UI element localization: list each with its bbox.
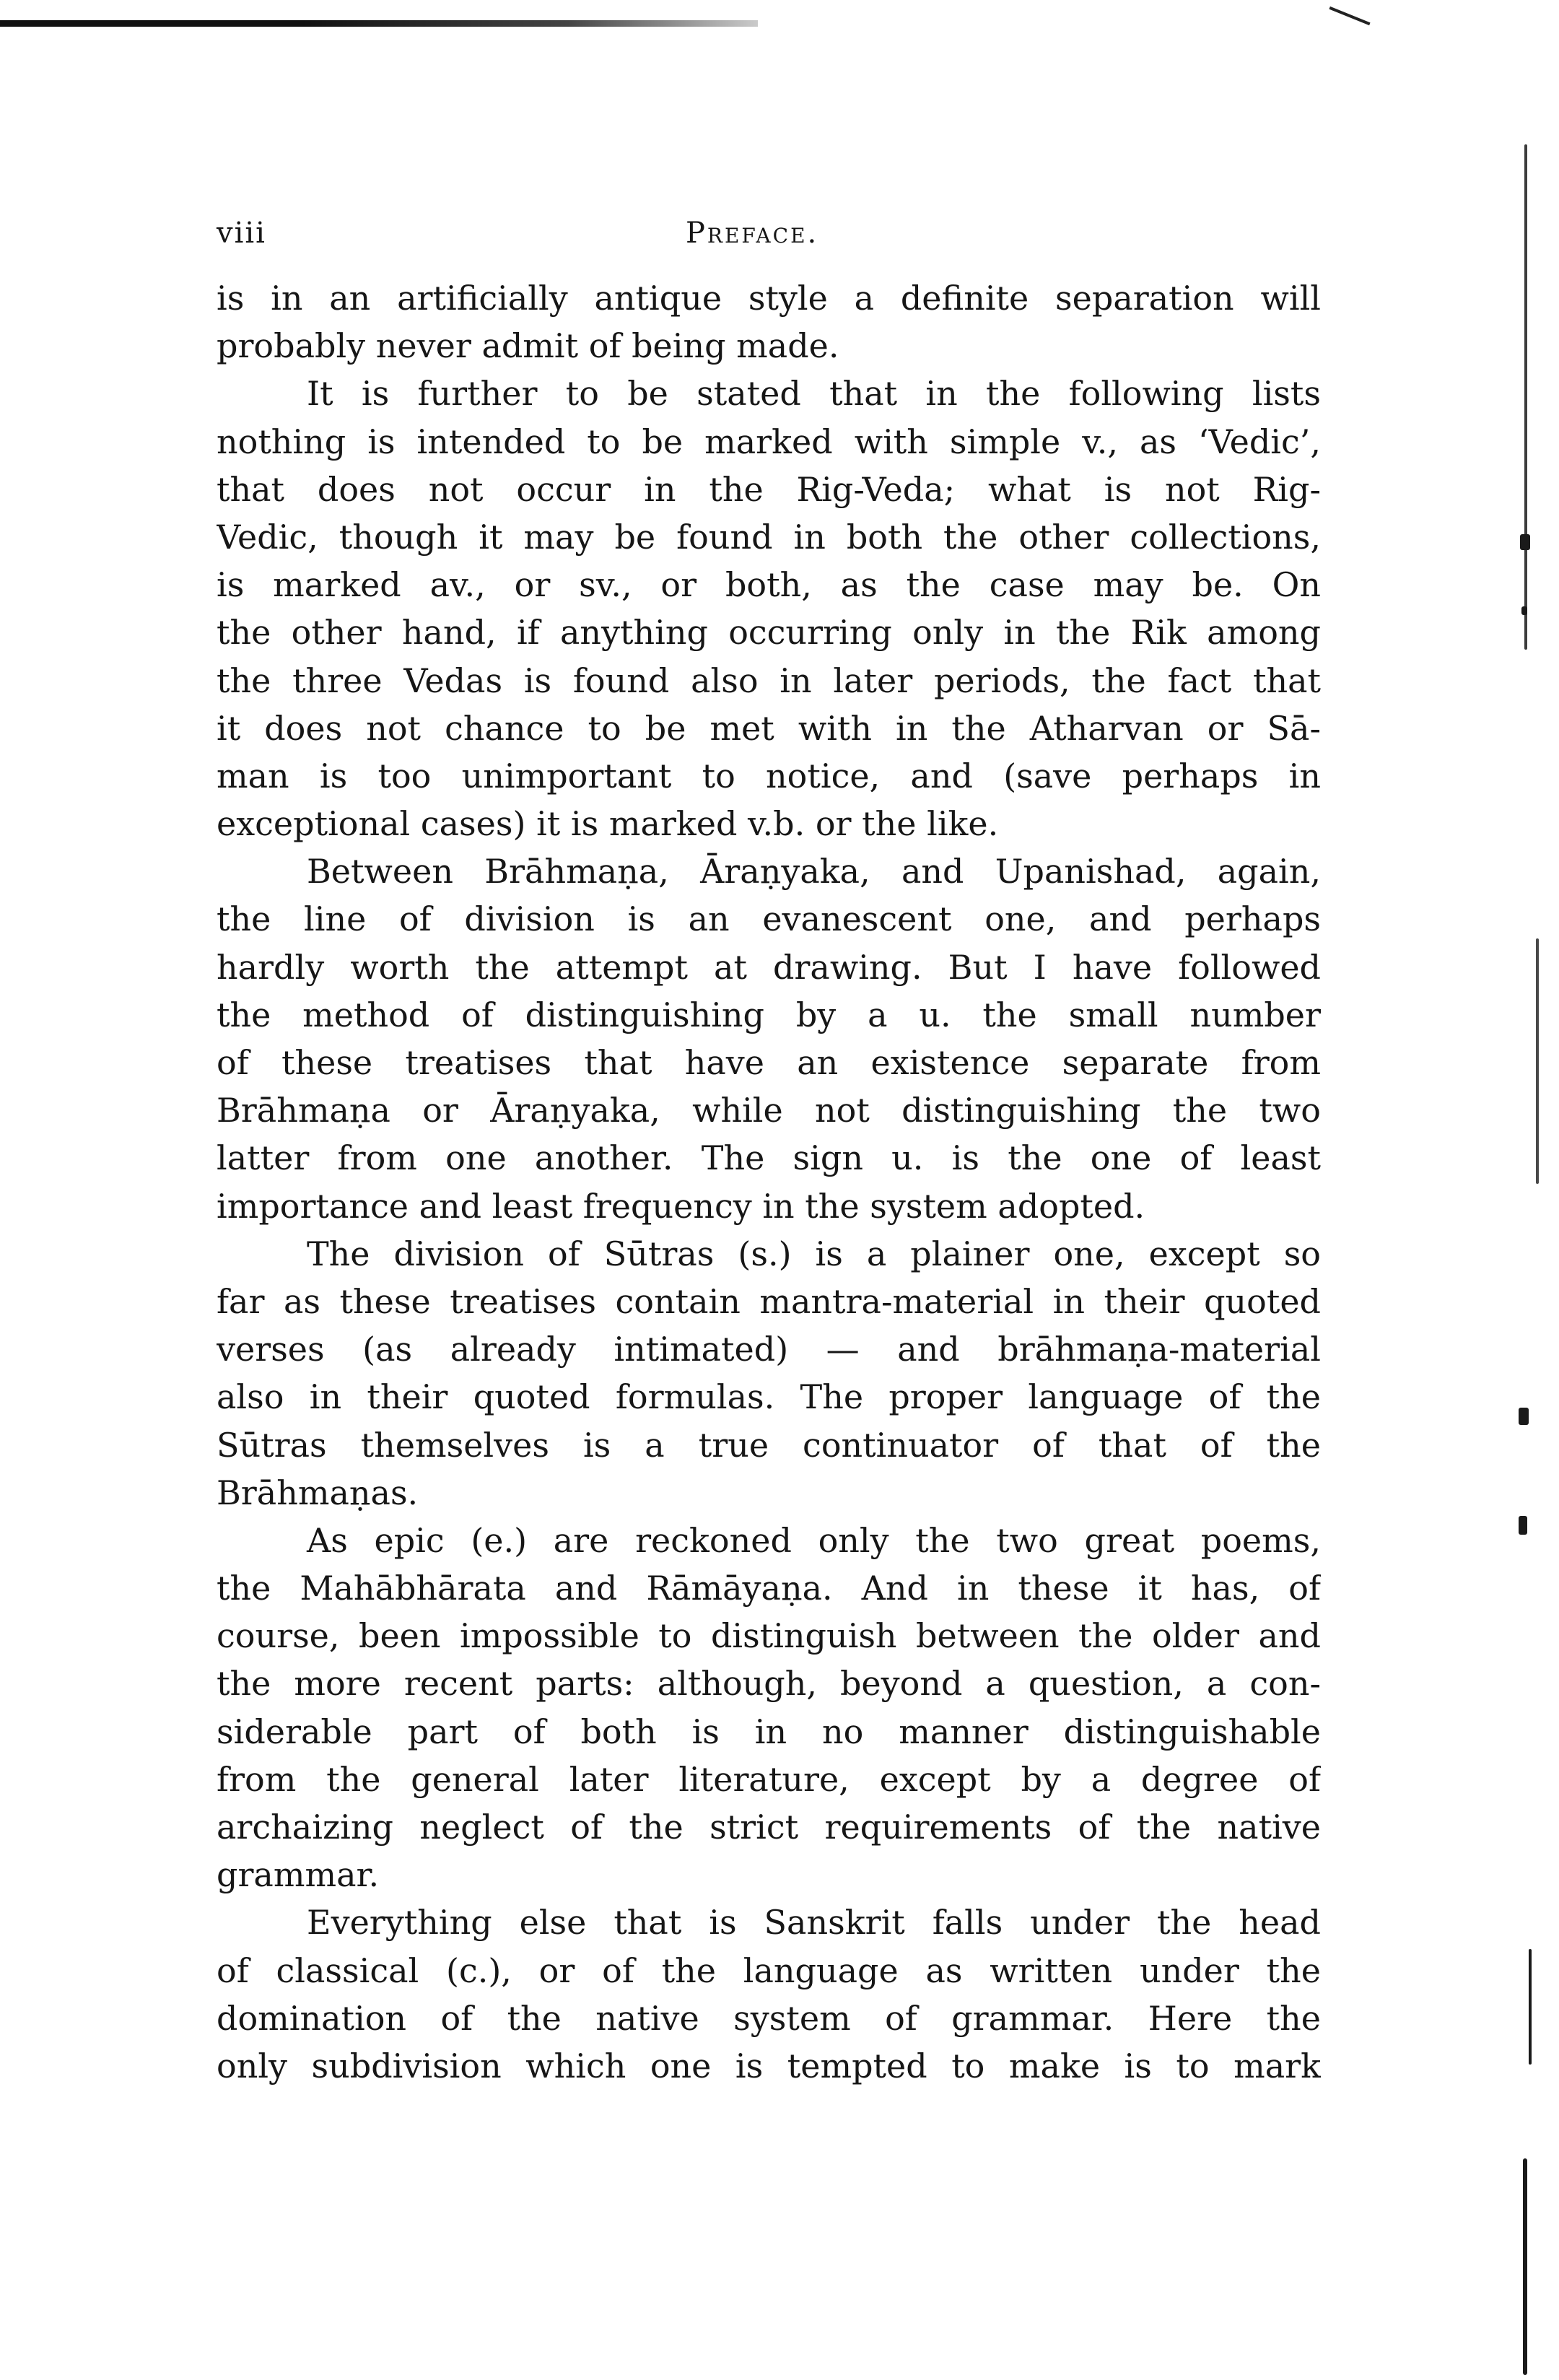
running-head: Preface. bbox=[686, 217, 819, 250]
text-line: only subdivision which one is tempted to make is to mark bbox=[217, 2046, 1321, 2085]
scan-edge-mark bbox=[1536, 938, 1539, 1184]
scan-edge-mark bbox=[1524, 144, 1527, 650]
paragraph bbox=[217, 847, 1321, 1230]
text-body bbox=[217, 274, 1321, 2090]
text-line: of these treatises that have an existence separate from bbox=[217, 1043, 1321, 1082]
text-line: It is further to be stated that in the following lists bbox=[307, 374, 1321, 414]
text-line: Sūtras themselves is a true continuator of that of the bbox=[217, 1425, 1321, 1465]
text-line: verses (as already intimated) — and brāhmaṇa-material bbox=[217, 1330, 1321, 1369]
text-line: importance and least frequency in the system adopted. bbox=[217, 1186, 1145, 1226]
text-line: latter from one another. The sign u. is the one of least bbox=[217, 1138, 1321, 1178]
top-rule bbox=[0, 20, 758, 27]
scan-edge-mark bbox=[1519, 1516, 1527, 1535]
scan-edge-mark bbox=[1529, 1949, 1532, 2065]
text-line: Everything else that is Sanskrit falls under the head bbox=[307, 1903, 1321, 1943]
text-line: Brāhmaṇa or Āraṇyaka, while not distinguishing the two bbox=[217, 1091, 1321, 1130]
scan-edge-mark bbox=[1520, 534, 1530, 550]
text-line: As epic (e.) are reckoned only the two great poems, bbox=[307, 1520, 1321, 1560]
text-line: course, been impossible to distinguish between the older and bbox=[217, 1616, 1321, 1656]
text-line: the other hand, if anything occurring only in the Rik among bbox=[217, 613, 1321, 653]
text-line: siderable part of both is in no manner distinguishable bbox=[217, 1712, 1321, 1751]
text-line: from the general later literature, except by a degree of bbox=[217, 1759, 1321, 1799]
scan-edge-mark bbox=[1521, 606, 1527, 615]
text-line: domination of the native system of grammar. Here the bbox=[217, 1998, 1321, 2038]
text-line: the more recent parts: although, beyond a question, a con- bbox=[217, 1664, 1321, 1704]
text-line: that does not occur in the Rig-Veda; what is not Rig- bbox=[217, 469, 1321, 509]
text-line: far as these treatises contain mantra-material in their quoted bbox=[217, 1281, 1321, 1321]
page-header bbox=[217, 217, 1321, 260]
text-line: Brāhmaṇas. bbox=[217, 1473, 419, 1512]
text-line: probably never admit of being made. bbox=[217, 326, 839, 366]
paragraph bbox=[217, 1517, 1321, 1899]
text-line: the Mahābhārata and Rāmāyaṇa. And in these it has, of bbox=[217, 1569, 1321, 1608]
text-line: the three Vedas is found also in later periods, the fact that bbox=[217, 661, 1321, 700]
corner-mark bbox=[1329, 6, 1370, 25]
text-line: Between Brāhmaṇa, Āraṇyaka, and Upanishad, again, bbox=[307, 852, 1321, 892]
text-line: nothing is intended to be marked with simple v., as ‘Vedic’, bbox=[217, 422, 1321, 461]
text-line: is in an artificially antique style a definite separation will bbox=[217, 279, 1321, 318]
text-line: Vedic, though it may be found in both the other collections, bbox=[217, 517, 1321, 557]
scan-edge-mark bbox=[1519, 1408, 1529, 1425]
text-line: exceptional cases) it is marked v.b. or the like. bbox=[217, 804, 999, 844]
text-line: archaizing neglect of the strict requirements of the native bbox=[217, 1808, 1321, 1847]
text-line: is marked av., or sv., or both, as the case may be. On bbox=[217, 565, 1321, 605]
paragraph bbox=[217, 274, 1321, 370]
paragraph bbox=[217, 370, 1321, 847]
text-line: man is too unimportant to notice, and (save perhaps in bbox=[217, 756, 1321, 795]
text-line: the method of distinguishing by a u. the small number bbox=[217, 995, 1321, 1034]
scan-edge-mark bbox=[1523, 2158, 1527, 2375]
text-line: The division of Sūtras (s.) is a plainer one, except so bbox=[307, 1234, 1321, 1273]
text-line: of classical (c.), or of the language as written under the bbox=[217, 1950, 1321, 1990]
text-line: grammar. bbox=[217, 1855, 380, 1895]
text-line: hardly worth the attempt at drawing. But I have followed bbox=[217, 947, 1321, 987]
paragraph bbox=[217, 1899, 1321, 2090]
text-line: it does not chance to be met with in the Atharvan or Sā- bbox=[217, 708, 1321, 748]
paragraph bbox=[217, 1230, 1321, 1517]
page-number: viii bbox=[217, 217, 266, 250]
text-line: the line of division is an evanescent one, and perhaps bbox=[217, 899, 1321, 939]
text-line: also in their quoted formulas. The proper language of the bbox=[217, 1377, 1321, 1417]
